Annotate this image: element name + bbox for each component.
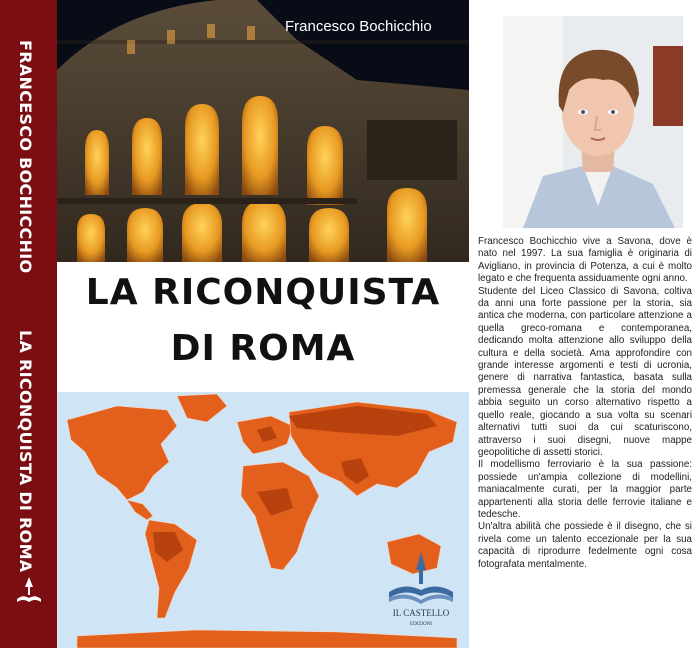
publisher-name: IL CASTELLO bbox=[392, 608, 450, 618]
bio-paragraph: Il modellismo ferroviario è la sua passione: possiede un'ampia collezione di modellini, maniacalmente curati, per la maggior parte appartenenti alla storia delle ferrovie italiane e tedesche. bbox=[478, 459, 692, 520]
spine-author: FRANCESCO BOCHICCHIO bbox=[16, 40, 35, 274]
bio-paragraph: Francesco Bochicchio vive a Savona, dove è nato nel 1997. La sua famiglia è originaria di Avigliano, in provincia di Potenza, a cui è molto legato e che frequenta assiduamente ogni anno. bbox=[478, 236, 692, 285]
publisher-sub: EDIZIONI bbox=[410, 622, 432, 627]
book-spine bbox=[0, 0, 57, 648]
cover-author: Francesco Bochicchio bbox=[285, 18, 432, 35]
back-cover bbox=[469, 0, 700, 648]
cover-title-line1: LA RICONQUISTA bbox=[85, 272, 441, 313]
publisher-logo-icon bbox=[14, 575, 44, 605]
spine-title: LA RICONQUISTA DI ROMA bbox=[16, 330, 35, 573]
author-bio bbox=[478, 236, 692, 571]
cover-title-line2: DI ROMA bbox=[170, 328, 356, 369]
author-photo bbox=[503, 16, 683, 228]
front-cover bbox=[57, 0, 469, 648]
bio-paragraph: Un'altra abilità che possiede è il disegno, che si rivela come un talento eccezionale per la sua capacità di riprodurre fedelmente ogni cosa fotografata mentalmente. bbox=[478, 521, 692, 570]
bio-paragraph: Studente del Liceo Classico di Savona, coltiva da anni una forte passione per la storia, sia antica che moderna, con particolare attenzione a quella greco-romana e contemporanea, dedicando molta attenzione allo sviluppo della cultura e della società. Ama approfondire con grande interesse argomenti e testi di ucronia, genere di narrativa fantastica, basata sulla premessa generale che la storia del mondo abbia seguito un corso alternativo rispetto a quello reale, giocando a sua volta su scenari alternativi tutti suoi da cui scaturiscono, attraverso i suoi disegni, nuove mappe geopolitiche di assetti storici. bbox=[478, 285, 692, 458]
colosseum-image bbox=[57, 0, 469, 262]
publisher-logo bbox=[381, 548, 461, 628]
